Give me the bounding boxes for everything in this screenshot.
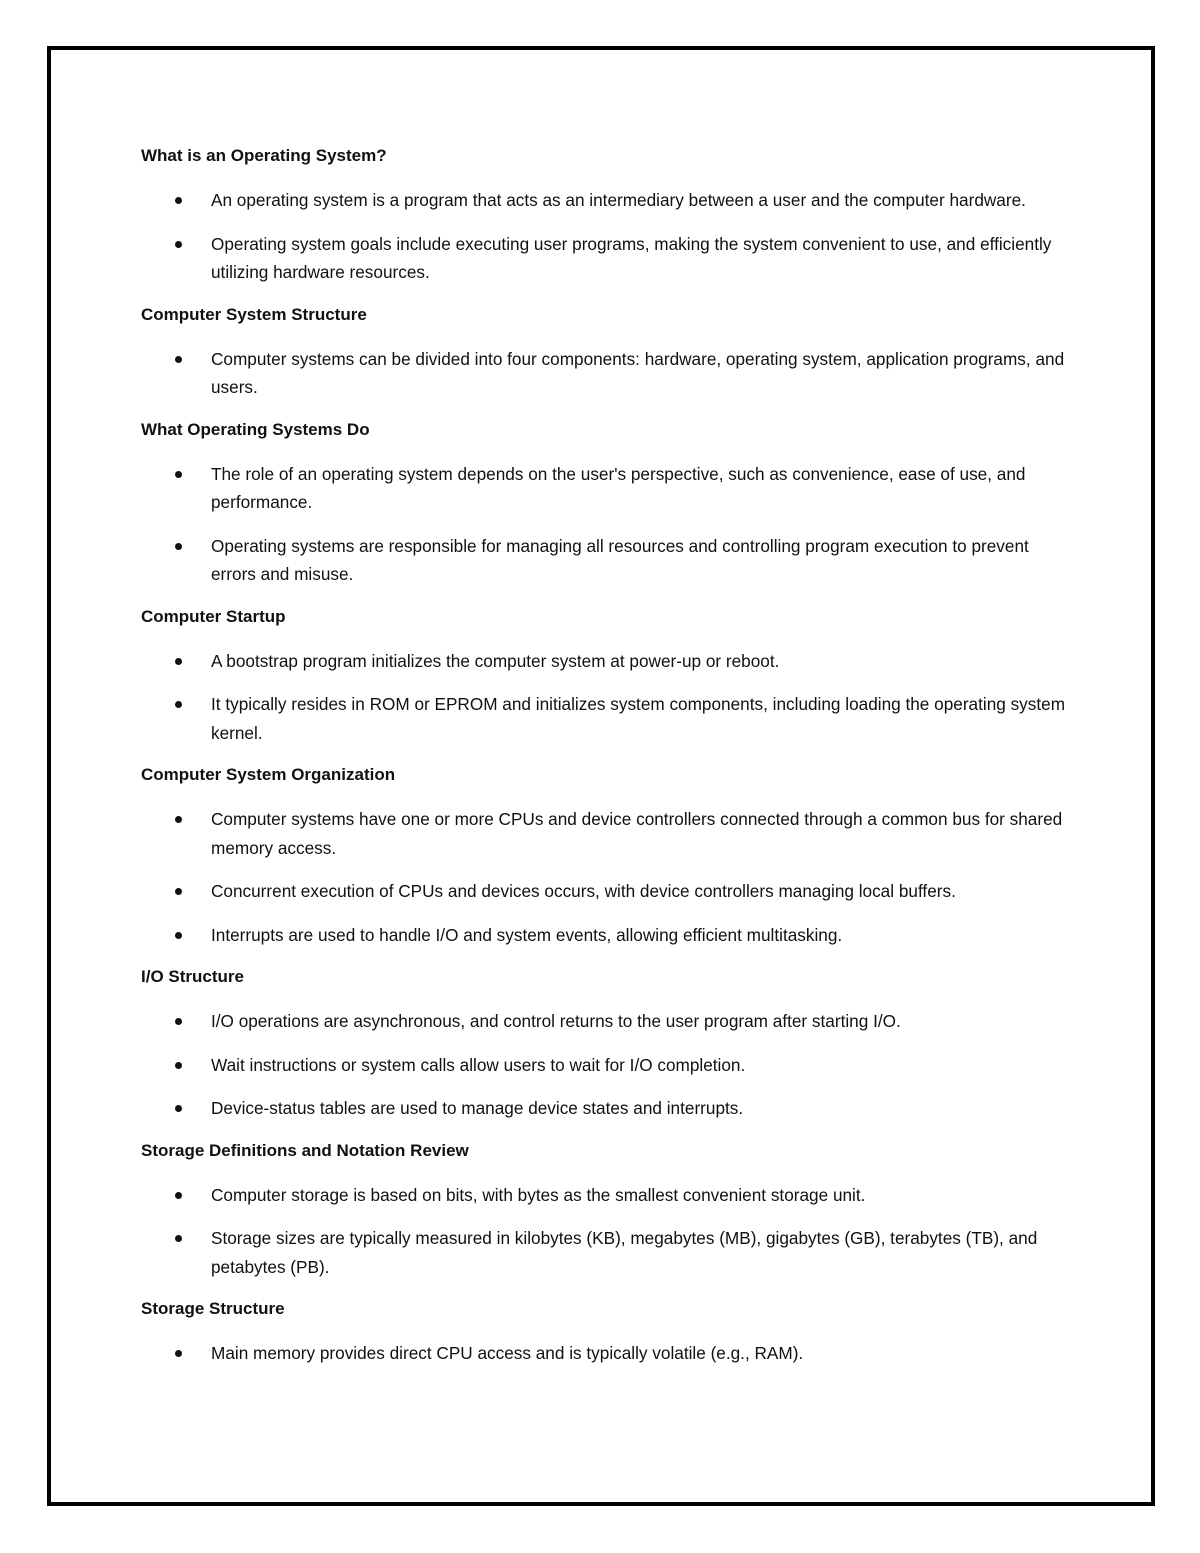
section-heading: Storage Structure xyxy=(141,1299,285,1318)
list-item xyxy=(141,921,1071,950)
bullet-icon xyxy=(175,1350,182,1357)
list-item-text: Interrupts are used to handle I/O and system events, allowing efficient multitasking. xyxy=(211,924,843,945)
section-storage-structure xyxy=(141,1297,1071,1368)
bullet-list xyxy=(141,345,1071,402)
bullet-list xyxy=(141,1007,1071,1123)
list-item-text: Wait instructions or system calls allow users to wait for I/O completion. xyxy=(211,1054,746,1075)
bullet-icon xyxy=(175,471,182,478)
section-heading: Computer Startup xyxy=(141,606,286,626)
bullet-list xyxy=(141,1181,1071,1282)
list-item-text: Computer systems can be divided into four components: hardware, operating system, application programs, and users. xyxy=(211,348,1065,397)
bullet-icon xyxy=(175,1192,182,1199)
bullet-icon xyxy=(175,701,182,708)
section-computer-system-structure xyxy=(141,303,1071,402)
section-storage-definitions xyxy=(141,1139,1071,1282)
bullet-icon xyxy=(175,1105,182,1112)
list-item-text: It typically resides in ROM or EPROM and initializes system components, including loading the operating system kernel. xyxy=(211,694,1066,743)
section-heading: Storage Definitions and Notation Review xyxy=(141,1140,469,1160)
list-item xyxy=(141,1339,1071,1368)
bullet-icon xyxy=(175,1235,182,1242)
section-heading: I/O Structure xyxy=(141,967,244,986)
list-item xyxy=(141,805,1071,862)
list-item xyxy=(141,1224,1071,1281)
bullet-list xyxy=(141,460,1071,589)
list-item xyxy=(141,1007,1071,1036)
bullet-icon xyxy=(175,241,182,248)
bullet-icon xyxy=(175,1018,182,1025)
list-item xyxy=(141,532,1071,589)
list-item xyxy=(141,345,1071,402)
bullet-list xyxy=(141,805,1071,949)
section-computer-startup xyxy=(141,605,1071,748)
list-item xyxy=(141,877,1071,906)
bullet-icon xyxy=(175,543,182,550)
section-heading: What is an Operating System? xyxy=(141,146,387,165)
bullet-icon xyxy=(175,197,182,204)
list-item-text: Operating systems are responsible for managing all resources and controlling program execution to prevent errors and misuse. xyxy=(211,535,1029,584)
section-what-is-os xyxy=(141,144,1071,287)
list-item xyxy=(141,690,1071,747)
section-heading: What Operating Systems Do xyxy=(141,419,370,439)
list-item xyxy=(141,1094,1071,1123)
list-item-text: I/O operations are asynchronous, and control returns to the user program after starting I/O. xyxy=(211,1011,901,1031)
list-item-text: Operating system goals include executing user programs, making the system convenient to use, and efficiently utilizing hardware resources. xyxy=(211,233,1052,282)
list-item-text: Computer systems have one or more CPUs and device controllers connected through a common bus for shared memory access. xyxy=(211,809,1063,858)
list-item xyxy=(141,230,1071,287)
bullet-list xyxy=(141,647,1071,748)
section-computer-system-organization xyxy=(141,763,1071,949)
list-item xyxy=(141,1051,1071,1080)
bullet-icon xyxy=(175,356,182,363)
bullet-list xyxy=(141,186,1071,287)
section-heading: Computer System Structure xyxy=(141,304,367,324)
list-item-text: Device-status tables are used to manage device states and interrupts. xyxy=(211,1098,744,1118)
list-item-text: A bootstrap program initializes the computer system at power-up or reboot. xyxy=(211,650,780,671)
list-item-text: Main memory provides direct CPU access and is typically volatile (e.g., RAM). xyxy=(211,1343,804,1363)
list-item xyxy=(141,186,1071,215)
section-what-os-do xyxy=(141,418,1071,589)
bullet-icon xyxy=(175,888,182,895)
bullet-icon xyxy=(175,658,182,665)
list-item-text: The role of an operating system depends on the user's perspective, such as convenience, ease of use, and performance. xyxy=(211,463,1026,512)
bullet-icon xyxy=(175,816,182,823)
list-item-text: Computer storage is based on bits, with bytes as the smallest convenient storage unit. xyxy=(211,1184,866,1205)
list-item-text: Concurrent execution of CPUs and devices occurs, with device controllers managing local buffers. xyxy=(211,881,956,901)
section-heading: Computer System Organization xyxy=(141,765,396,784)
list-item-text: An operating system is a program that acts as an intermediary between a user and the computer hardware. xyxy=(211,190,1026,210)
list-item xyxy=(141,1181,1071,1210)
bullet-list xyxy=(141,1339,1071,1368)
list-item xyxy=(141,460,1071,517)
list-item xyxy=(141,647,1071,676)
bullet-icon xyxy=(175,1062,182,1069)
document-body xyxy=(141,144,1071,1384)
bullet-icon xyxy=(175,932,182,939)
section-io-structure xyxy=(141,965,1071,1123)
list-item-text: Storage sizes are typically measured in kilobytes (KB), megabytes (MB), gigabytes (GB), terabytes (TB), and petabytes (PB). xyxy=(211,1228,1038,1277)
